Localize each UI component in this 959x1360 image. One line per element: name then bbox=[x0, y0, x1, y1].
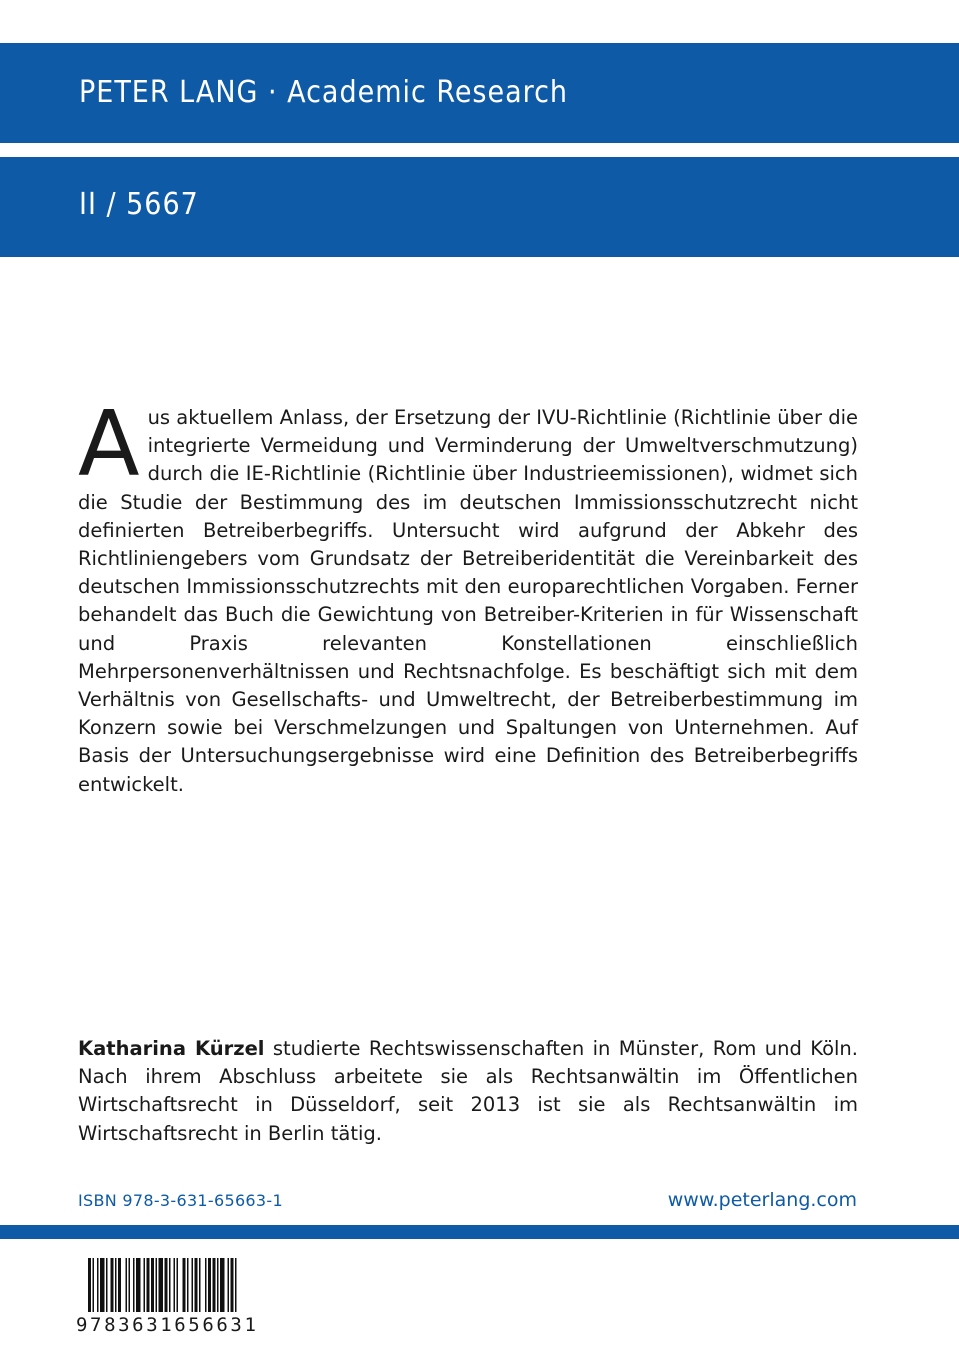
barcode-digits: 9783631656631 bbox=[76, 1314, 259, 1336]
author-bio bbox=[78, 1035, 858, 1148]
barcode-bar bbox=[151, 1258, 154, 1312]
barcode-bar bbox=[129, 1258, 131, 1312]
barcode-bar bbox=[144, 1258, 146, 1312]
barcode-bar bbox=[93, 1258, 95, 1312]
footer-rule bbox=[0, 1225, 959, 1239]
author-bio-body: studierte Rechtswissenschaften in Münster, Rom und Köln. Nach ihrem Abschluss arbeitete sie als Rechtsanwältin im Öffentlichen Wirtschaftsrecht in Düsseldorf, seit 2013 ist sie als Rechtsanwältin im Wirtschaftsrecht in Berlin tätig. bbox=[78, 1037, 858, 1145]
series-banner bbox=[0, 157, 959, 257]
barcode-bar bbox=[208, 1258, 211, 1312]
imprint-banner bbox=[0, 43, 959, 143]
barcode-bar bbox=[100, 1258, 105, 1312]
barcode-bar bbox=[165, 1258, 168, 1312]
barcode-bar bbox=[174, 1258, 176, 1312]
barcode-bar bbox=[97, 1258, 99, 1312]
barcode-bar bbox=[136, 1258, 141, 1312]
author-name: Katharina Kürzel bbox=[78, 1037, 265, 1060]
barcode-bar bbox=[199, 1258, 201, 1312]
barcode-bar bbox=[147, 1258, 150, 1312]
barcode-bar bbox=[88, 1258, 91, 1312]
barcode-bar bbox=[115, 1258, 117, 1312]
barcode-bar bbox=[106, 1258, 108, 1312]
drop-cap: A bbox=[78, 392, 140, 497]
barcode-bar bbox=[118, 1258, 121, 1312]
barcode-bar bbox=[187, 1258, 189, 1312]
barcode-bar bbox=[183, 1258, 186, 1312]
barcode-bar bbox=[205, 1258, 207, 1312]
barcode-bar bbox=[231, 1258, 234, 1312]
isbn-label: ISBN 978-3-631-65663-1 bbox=[78, 1191, 283, 1210]
barcode-icon bbox=[76, 1258, 280, 1314]
barcode-bar bbox=[235, 1258, 237, 1312]
barcode-bar bbox=[159, 1258, 164, 1312]
abstract-text bbox=[78, 392, 858, 799]
abstract-body: us aktuellem Anlass, der Ersetzung der IVU-Richtlinie (Richtlinie über die integrierte Vermeidung und Verminderung der Umweltverschmutzung) durch die IE-Richtlinie (Richtlinie über Industrieemissionen), widmet sich die Studie der Bestimmung des im deutschen Immissionsschutzrecht nicht definierten Betreiberbegriffs. Untersucht wird aufgrund der Abkehr des Richtliniengebers vom Grundsatz der Betreiberidentität die Vereinbarkeit des deutschen Immissionsschutzrechts mit den europarechtlichen Vorgaben. Ferner behandelt das Buch die Gewichtung von Betreiber-Kriterien in für Wissenschaft und Praxis relevanten Konstellationen einschließlich Mehrpersonenverhältnissen und Rechtsnachfolge. Es beschäftigt sich mit dem Verhältnis von Gesellschafts- und Umweltrecht, der Betreiberbestimmung im Konzern sowie bei Verschmelzungen und Spaltungen von Unternehmen. Auf Basis der Untersuchungsergebnisse wird eine Definition des Betreiberbegriffs entwickelt. bbox=[78, 406, 858, 796]
barcode-bar bbox=[195, 1258, 198, 1312]
barcode-bar bbox=[213, 1258, 216, 1312]
barcode-bar bbox=[217, 1258, 219, 1312]
barcode bbox=[76, 1258, 280, 1340]
barcode-bar bbox=[111, 1258, 114, 1312]
imprint-title: PETER LANG · Academic Research bbox=[79, 75, 569, 110]
barcode-bar bbox=[228, 1258, 230, 1312]
barcode-bar bbox=[192, 1258, 194, 1312]
barcode-bar bbox=[126, 1258, 128, 1312]
series-number: II / 5667 bbox=[79, 187, 199, 222]
barcode-bar bbox=[169, 1258, 171, 1312]
barcode-bar bbox=[156, 1258, 158, 1312]
barcode-bar bbox=[177, 1258, 179, 1312]
publisher-url[interactable]: www.peterlang.com bbox=[667, 1189, 857, 1211]
barcode-bar bbox=[133, 1258, 135, 1312]
barcode-bar bbox=[220, 1258, 225, 1312]
